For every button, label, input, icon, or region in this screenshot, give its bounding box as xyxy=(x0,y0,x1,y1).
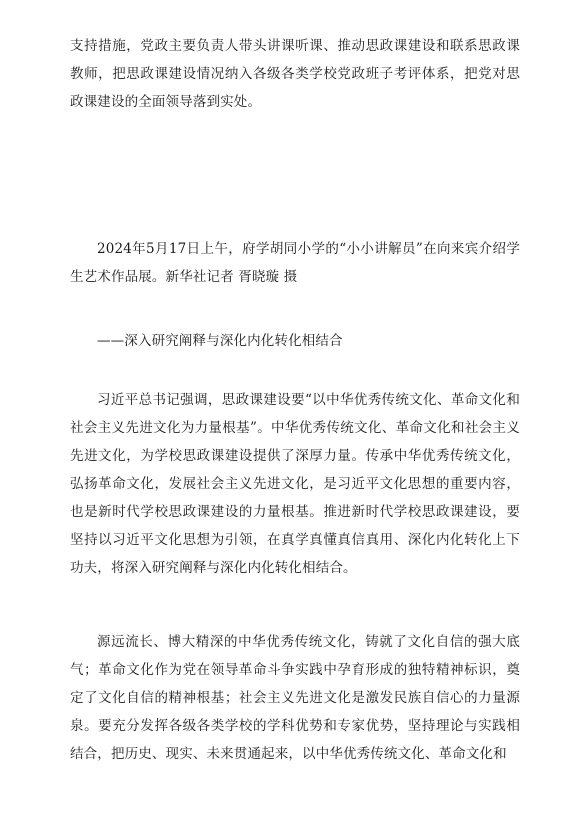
body-paragraph: 源远流长、博大精深的中华优秀传统文化，铸就了文化自信的强大底气；革命文化作为党在领导革命斗争实践中孕育形成的独特精神标识，奠定了文化自信的精神根基；社会主义先进文化是激发民族自信心的力量源泉。要充分发挥各级各类学校的学科优势和专家优势，坚持理论与实践相结合，把历史、现实、未来贯通起来，以中华优秀传统文化、革命文化和 xyxy=(70,634,520,762)
intro-paragraph: 支持措施，党政主要负责人带头讲课听课、推动思政课建设和联系思政课教师，把思政课建设情况纳入各级各类学校党政班子考评体系，把党对思政课建设的全面领导落到实处。 xyxy=(70,38,520,110)
photo-caption: 2024年5月17日上午，府学胡同小学的“小小讲解员”在向来宾介绍学生艺术作品展。新华社记者 胥晓璇 摄 xyxy=(70,241,520,285)
body-paragraph: 习近平总书记强调，思政课建设要“以中华优秀传统文化、革命文化和社会主义先进文化为力量根基”。中华优秀传统文化、革命文化和社会主义先进文化，为学校思政课建设提供了深厚力量。传承中华优秀传统文化，弘扬革命文化，发展社会主义先进文化，是习近平文化思想的重要内容，也是新时代学校思政课建设的力量根基。推进新时代学校思政课建设，要坚持以习近平文化思想为引领，在真学真懂真信真用、深化内化转化上下功夫，将深入研究阐释与深化内化转化相结合。 xyxy=(70,392,520,576)
section-heading: ——深入研究阐释与深化内化转化相结合 xyxy=(97,333,343,349)
